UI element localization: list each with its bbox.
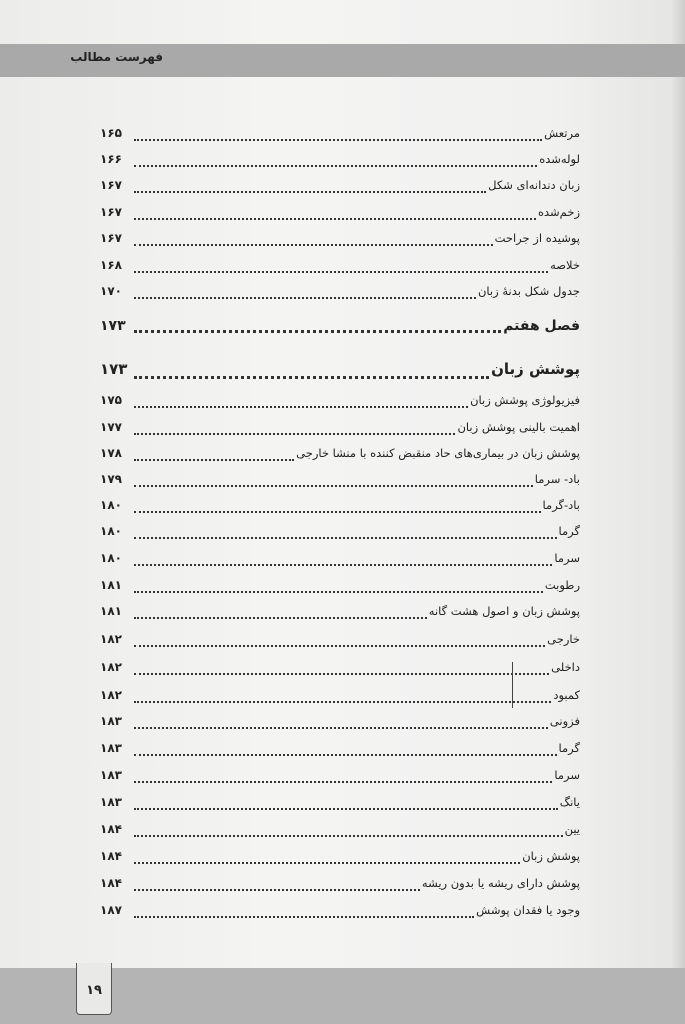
- toc-entry[interactable]: [100, 360, 580, 384]
- dot-leader: [134, 367, 489, 379]
- toc-entry-page: ۱۷۹: [100, 472, 122, 486]
- dot-leader: [134, 744, 557, 756]
- toc-entry-page: ۱۸۳: [100, 795, 122, 809]
- toc-entry-title: لوله‌شده: [539, 152, 580, 166]
- dot-leader: [134, 208, 536, 220]
- toc-entry[interactable]: [100, 524, 580, 544]
- toc-entry[interactable]: [100, 446, 580, 466]
- toc-entry-title: باد- سرما: [534, 472, 580, 486]
- dot-leader: [134, 879, 420, 891]
- dot-leader: [134, 581, 543, 593]
- toc-entry[interactable]: [100, 578, 580, 598]
- toc-entry-title: جدول شکل بدنهٔ زبان: [477, 284, 580, 298]
- toc-entry-page: ۱۸۲: [100, 632, 122, 646]
- toc-entry-page: ۱۷۵: [100, 393, 122, 407]
- toc-entry-title: فصل هفتم: [503, 318, 580, 334]
- dot-leader: [134, 287, 476, 299]
- toc-entry[interactable]: [100, 231, 580, 251]
- toc-entry-title: داخلی: [551, 660, 580, 674]
- toc-entry-page: ۱۸۰: [100, 524, 122, 538]
- toc-entry[interactable]: [100, 632, 580, 652]
- toc-entry[interactable]: [100, 393, 580, 413]
- toc-entry[interactable]: [100, 498, 580, 518]
- toc-entry-title: کمبود: [553, 688, 580, 702]
- dot-leader: [134, 396, 468, 408]
- toc-entry-page: ۱۷۳: [100, 360, 128, 378]
- dot-leader: [134, 717, 548, 729]
- toc-entry-page: ۱۸۲: [100, 688, 122, 702]
- toc-entry-title: سرما: [554, 551, 580, 565]
- toc-entry-title: زبان دندانه‌ای شکل: [488, 178, 580, 192]
- toc-entry[interactable]: [100, 318, 580, 338]
- page-title: فهرست مطالب: [70, 50, 163, 64]
- toc-entry[interactable]: [100, 660, 580, 680]
- toc-entry[interactable]: [100, 876, 580, 896]
- toc-entry-title: فزونی: [549, 714, 580, 728]
- toc-entry-title: سرما: [554, 768, 580, 782]
- toc-entry-title: پوشش زبان: [522, 849, 580, 863]
- toc-entry-title: پوشیده از جراحت: [494, 231, 580, 245]
- dot-leader: [134, 181, 486, 193]
- dot-leader: [134, 261, 548, 273]
- toc-entry-page: ۱۶۶: [100, 152, 122, 166]
- dot-leader: [134, 691, 551, 703]
- toc-entry-title: پوشش زبان و اصول هشت گانه: [428, 604, 580, 618]
- toc-entry[interactable]: [100, 688, 580, 708]
- toc-entry[interactable]: [100, 472, 580, 492]
- toc-entry[interactable]: [100, 205, 580, 225]
- dot-leader: [134, 771, 552, 783]
- toc-entry[interactable]: [100, 741, 580, 761]
- toc-entry[interactable]: [100, 152, 580, 172]
- toc-entry-title: خارجی: [547, 632, 580, 646]
- toc-entry-page: ۱۸۰: [100, 551, 122, 565]
- toc-entry-page: ۱۷۷: [100, 420, 122, 434]
- dot-leader: [134, 449, 294, 461]
- toc-entry-page: ۱۸۴: [100, 822, 122, 836]
- toc-entry[interactable]: [100, 604, 580, 624]
- toc-entry-page: ۱۸۱: [100, 578, 122, 592]
- toc-entry-title: باد-گرما: [542, 498, 580, 512]
- dot-leader: [134, 635, 545, 647]
- toc-entry-page: ۱۸۱: [100, 604, 122, 618]
- dot-leader: [134, 663, 549, 675]
- toc-entry-page: ۱۸۲: [100, 660, 122, 674]
- toc-entry-page: ۱۷۰: [100, 284, 122, 298]
- toc-entry-page: ۱۸۳: [100, 714, 122, 728]
- page-number: ۱۹: [86, 983, 102, 998]
- toc-entry-title: پوشش زبان: [491, 360, 580, 378]
- toc-entry-page: ۱۶۵: [100, 126, 122, 140]
- dot-leader: [134, 825, 563, 837]
- toc-entry[interactable]: [100, 178, 580, 198]
- toc-entry-title: یین: [564, 822, 580, 836]
- toc-entry-title: رطوبت: [544, 578, 580, 592]
- toc-entry[interactable]: [100, 420, 580, 440]
- toc-entry-title: فیزیولوژی پوشش زبان: [470, 393, 580, 407]
- toc-entry-page: ۱۸۴: [100, 876, 122, 890]
- dot-leader: [134, 501, 541, 513]
- toc-entry-title: خلاصه: [550, 258, 580, 272]
- dot-leader: [134, 607, 427, 619]
- toc-entry[interactable]: [100, 768, 580, 788]
- dot-leader: [134, 852, 520, 864]
- dot-leader: [134, 798, 558, 810]
- toc-entry[interactable]: [100, 126, 580, 146]
- toc-entry-page: ۱۶۷: [100, 231, 122, 245]
- toc-entry-title: مرتعش: [544, 126, 580, 140]
- toc-entry-page: ۱۷۳: [100, 318, 126, 334]
- toc-entry-title: پوشش دارای ریشه یا بدون ریشه: [421, 876, 580, 890]
- toc-entry-title: پوشش زبان در بیماری‌های حاد منقبض کننده با منشا خارجی: [296, 446, 580, 460]
- toc-entry[interactable]: [100, 284, 580, 304]
- dot-leader: [134, 906, 474, 918]
- toc-entry-page: ۱۸۷: [100, 903, 122, 917]
- toc-entry[interactable]: [100, 795, 580, 815]
- toc-entry-title: گرما: [558, 524, 580, 538]
- toc-entry[interactable]: [100, 258, 580, 278]
- toc-entry[interactable]: [100, 849, 580, 869]
- dot-leader: [134, 129, 542, 141]
- toc-entry-page: ۱۷۸: [100, 446, 122, 460]
- dot-leader: [134, 475, 533, 487]
- toc-entry-page: ۱۶۷: [100, 178, 122, 192]
- toc-entry-page: ۱۸۳: [100, 741, 122, 755]
- toc-entry-page: ۱۶۸: [100, 258, 122, 272]
- toc-entry[interactable]: [100, 714, 580, 734]
- toc-entry-title: گرما: [558, 741, 580, 755]
- toc-entry-page: ۱۸۰: [100, 498, 122, 512]
- toc-entry-title: یانگ: [559, 795, 580, 809]
- toc-entry-page: ۱۸۴: [100, 849, 122, 863]
- dot-leader: [134, 423, 455, 435]
- margin-mark: [512, 662, 513, 708]
- toc-entry[interactable]: [100, 903, 580, 923]
- toc-entry-title: وجود یا فقدان پوشش: [476, 903, 580, 917]
- toc-entry-page: ۱۸۳: [100, 768, 122, 782]
- dot-leader: [134, 321, 501, 333]
- dot-leader: [134, 527, 557, 539]
- page-number-box: [76, 963, 112, 1015]
- dot-leader: [134, 234, 493, 246]
- toc-entry-title: اهمیت بالینی پوشش زبان: [457, 420, 580, 434]
- toc-entry-page: ۱۶۷: [100, 205, 122, 219]
- toc-entry[interactable]: [100, 822, 580, 842]
- toc-entry[interactable]: [100, 551, 580, 571]
- toc-entry-title: زخم‌شده: [537, 205, 580, 219]
- dot-leader: [134, 155, 537, 167]
- dot-leader: [134, 554, 552, 566]
